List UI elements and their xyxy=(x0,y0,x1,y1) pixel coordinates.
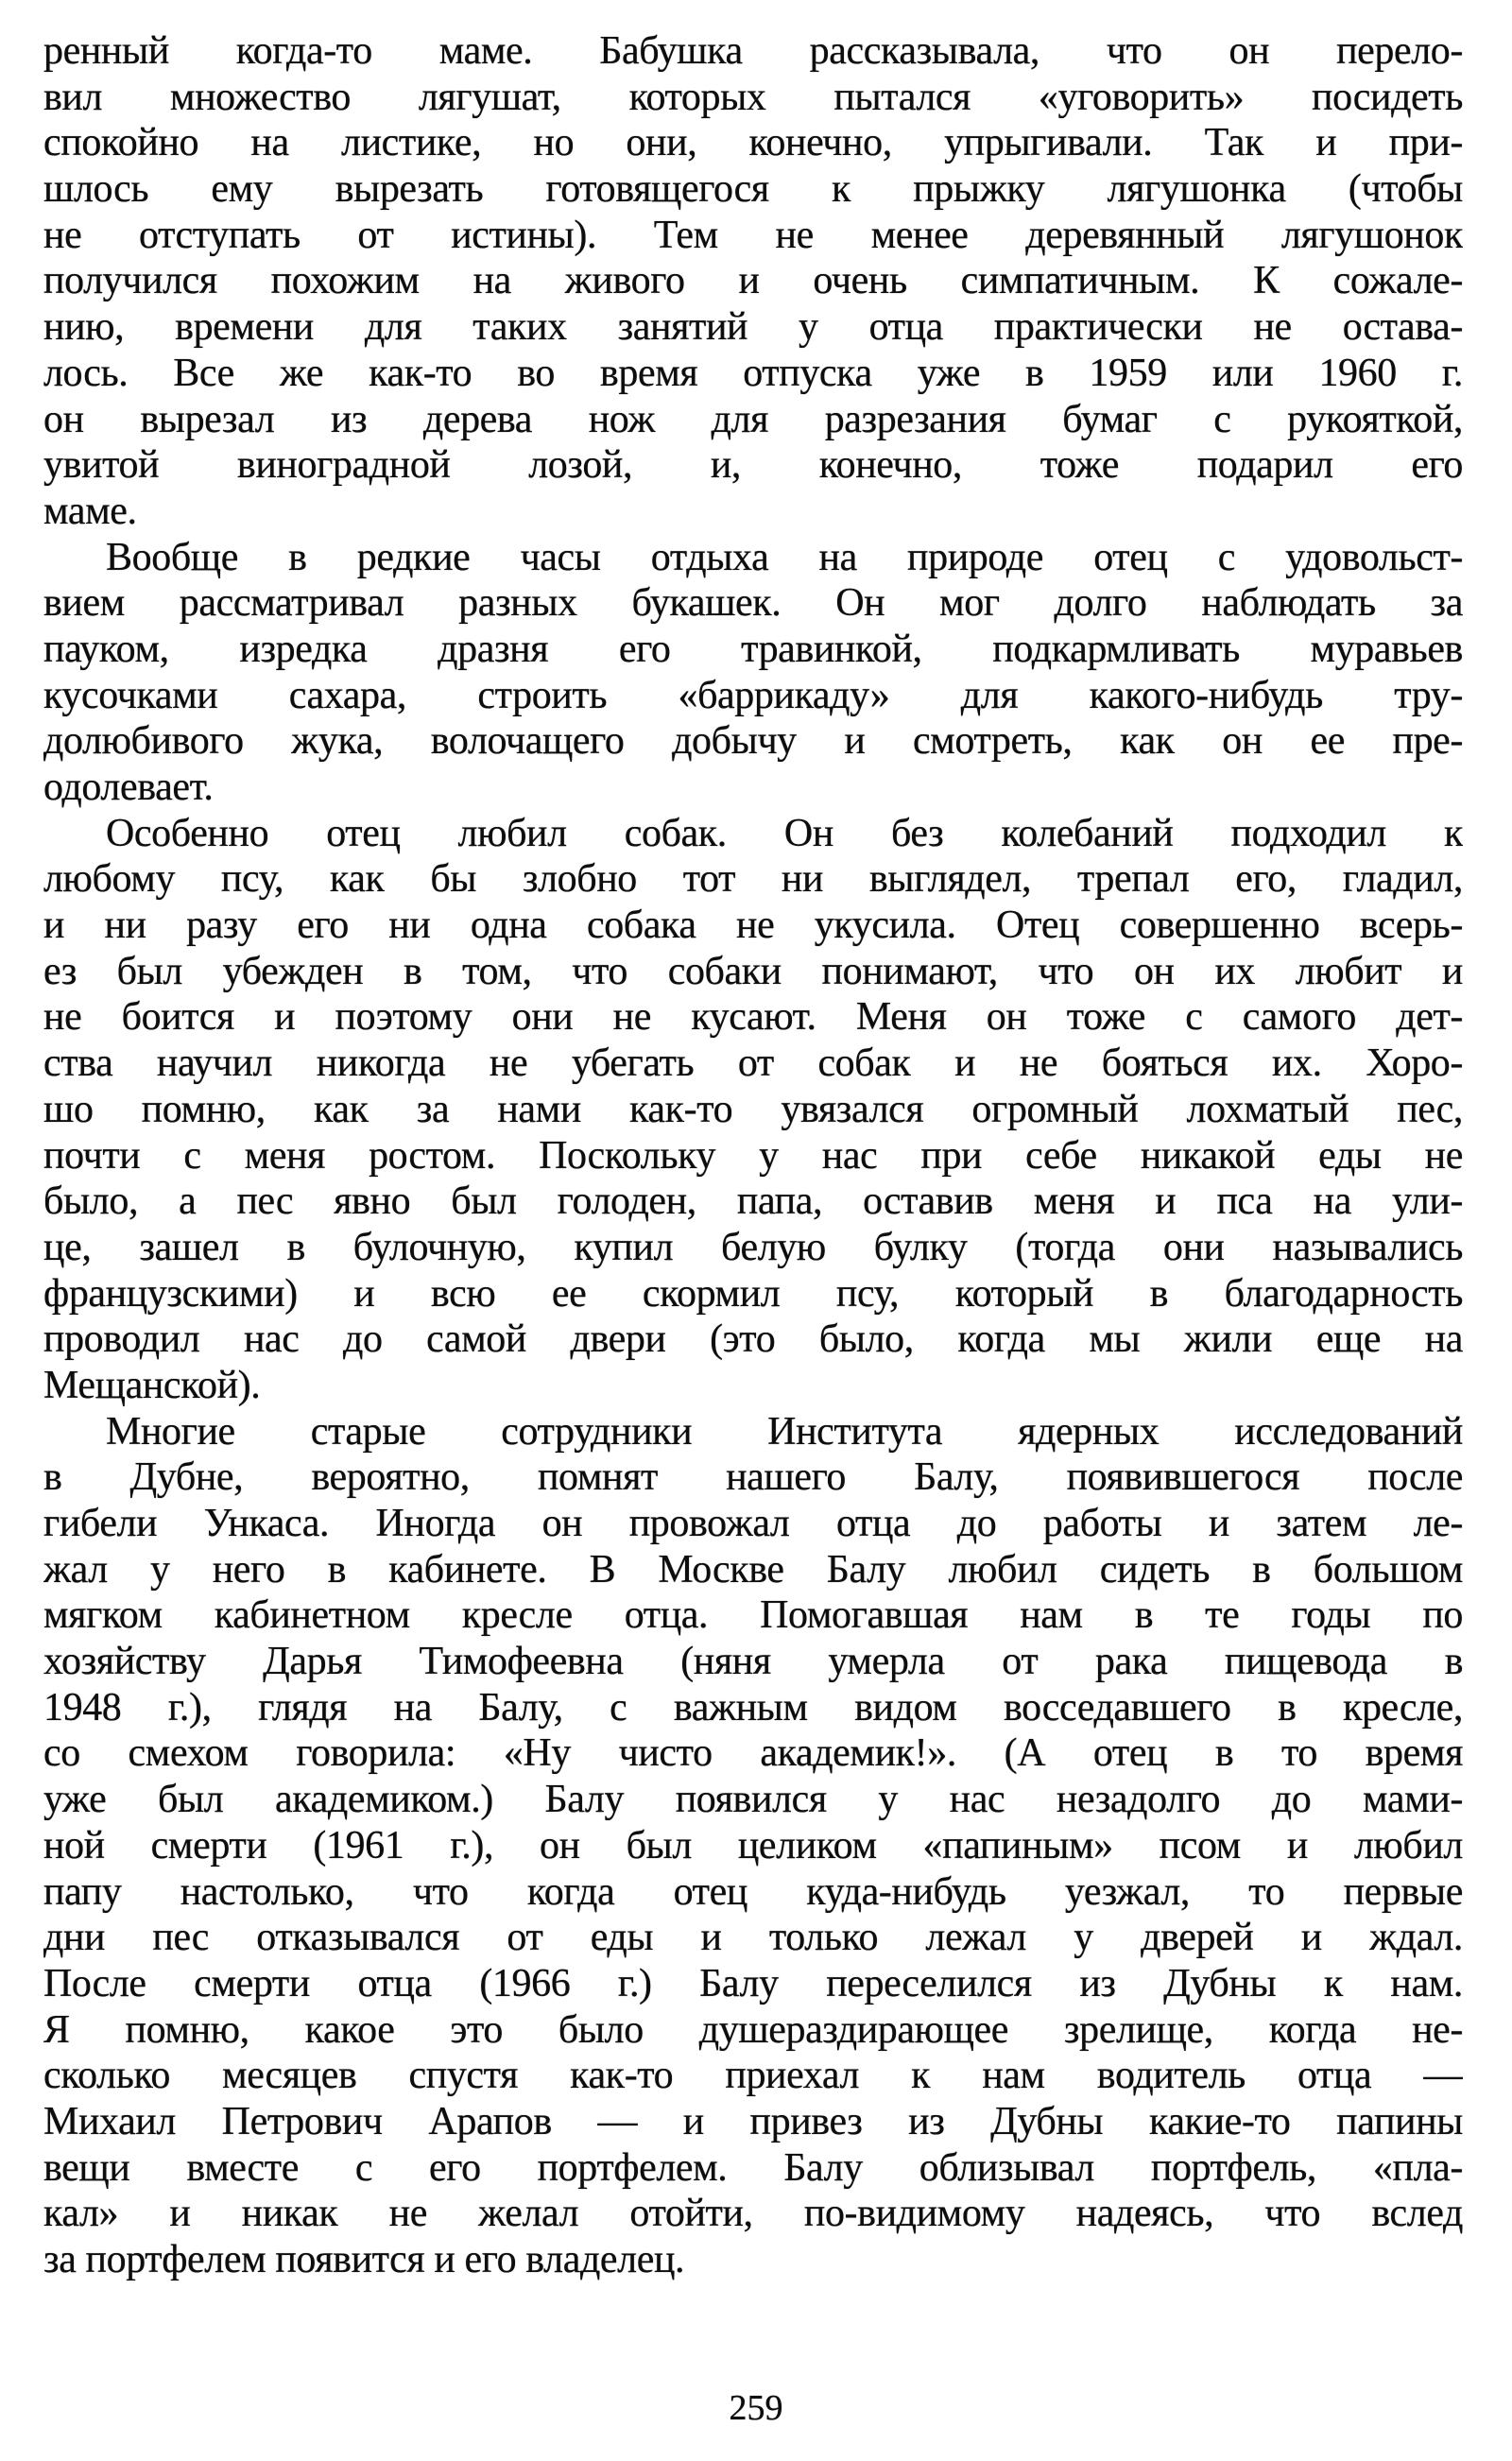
text-line: жал у него в кабинете. В Москве Балу любил сидеть в большом xyxy=(43,1547,1463,1592)
text-line: вил множество лягушат, которых пытался «уговорить» посидеть xyxy=(43,75,1463,119)
text-line: лось. Все же как-то во время отпуска уже в 1959 или 1960 г. xyxy=(43,351,1463,395)
text-line: за портфелем появится и его владелец. xyxy=(43,2238,685,2281)
text-line: одолевает. xyxy=(43,766,214,809)
text-line: Мещанской). xyxy=(43,1363,261,1407)
text-line: вием рассматривал разных букашек. Он мог долго наблюдать за xyxy=(43,581,1463,626)
text-line: спокойно на листике, но они, конечно, упрыгивали. Так и при- xyxy=(43,121,1463,165)
text-line: со смехом говорила: «Ну чисто академик!». (А отец в то время xyxy=(43,1731,1463,1776)
text-line: проводил нас до самой двери (это было, когда мы жили еще на xyxy=(43,1317,1463,1362)
text-line: кал» и никак не желал отойти, по-видимому надеясь, что вслед xyxy=(43,2192,1463,2236)
text-line: почти с меня ростом. Поскольку у нас при себе никакой еды не xyxy=(43,1133,1463,1178)
text-line: Михаил Петрович Арапов — и привез из Дубны какие-то папины xyxy=(43,2099,1463,2143)
text-line: получился похожим на живого и очень симпатичным. К сожале- xyxy=(43,259,1463,303)
text-line: ства научил никогда не убегать от собак и не бояться их. Хоро- xyxy=(43,1041,1463,1086)
text-line: уже был академиком.) Балу появился у нас незадолго до мами- xyxy=(43,1778,1463,1822)
text-line: французскими) и всю ее скормил псу, который в благодарность xyxy=(43,1271,1463,1316)
text-line: увитой виноградной лозой, и, конечно, тоже подарил его xyxy=(43,443,1463,488)
text-line: гибели Ункаса. Иногда он провожал отца до работы и затем ле- xyxy=(43,1502,1463,1545)
text-line: Особенно отец любил собак. Он без колебаний подходил к xyxy=(106,811,1463,855)
text-line: После смерти отца (1966 г.) Балу переселился из Дубны к нам. xyxy=(43,1961,1463,2005)
text-line: шо помню, как за нами как-то увязался огромный лохматый пес, xyxy=(43,1087,1463,1131)
text-line: любому псу, как бы злобно тот ни выглядел, трепал его, гладил, xyxy=(43,857,1463,902)
text-line: не отступать от истины). Тем не менее деревянный лягушонок xyxy=(43,213,1463,257)
text-line: в Дубне, вероятно, помнят нашего Балу, появившегося после xyxy=(43,1455,1463,1500)
text-line: ренный когда-то маме. Бабушка рассказывала, что он перело- xyxy=(43,29,1463,73)
text-line: Вообще в редкие часы отдыха на природе отец с удовольст- xyxy=(106,535,1463,579)
text-line: хозяйству Дарья Тимофеевна (няня умерла от рака пищевода в xyxy=(43,1640,1463,1684)
text-line: было, а пес явно был голоден, папа, оставив меня и пса на ули- xyxy=(43,1179,1463,1224)
text-line: кусочками сахара, строить «баррикаду» для какого-нибудь тру- xyxy=(43,673,1463,717)
text-line: 1948 г.), глядя на Балу, с важным видом восседавшего в кресле, xyxy=(43,1685,1463,1730)
text-line: и ни разу его ни одна собака не укусила. Отец совершенно всерь- xyxy=(43,904,1463,948)
text-line: нию, времени для таких занятий у отца практически не остава- xyxy=(43,305,1463,350)
text-line: не боится и поэтому они не кусают. Меня он тоже с самого дет- xyxy=(43,995,1463,1040)
text-line: ной смерти (1961 г.), он был целиком «папиным» псом и любил xyxy=(43,1823,1463,1867)
text-line: сколько месяцев спустя как-то приехал к нам водитель отца — xyxy=(43,2054,1463,2098)
page-text xyxy=(43,28,1463,2283)
text-line: шлось ему вырезать готовящегося к прыжку лягушонка (чтобы xyxy=(43,167,1463,212)
text-line: вещи вместе с его портфелем. Балу облизывал портфель, «пла- xyxy=(43,2145,1463,2190)
text-line: Я помню, какое это было душераздирающее зрелище, когда не- xyxy=(43,2007,1463,2052)
text-line: он вырезал из дерева нож для разрезания бумаг с рукояткой, xyxy=(43,397,1463,441)
text-line: це, зашел в булочную, купил белую булку (тогда они назывались xyxy=(43,1225,1463,1269)
text-line: папу настолько, что когда отец куда-нибудь уезжал, то первые xyxy=(43,1869,1463,1914)
text-line: ез был убежден в том, что собаки понимают, что он их любит и xyxy=(43,949,1463,993)
text-line: Многие старые сотрудники Института ядерных исследований xyxy=(106,1409,1463,1454)
text-line: пауком, изредка дразня его травинкой, подкармливать муравьев xyxy=(43,627,1463,671)
text-line: маме. xyxy=(43,489,137,533)
page-number: 259 xyxy=(729,2388,783,2428)
text-line: дни пес отказывался от еды и только лежал у дверей и ждал. xyxy=(43,1916,1463,1960)
text-line: мягком кабинетном кресле отца. Помогавшая нам в те годы по xyxy=(43,1593,1463,1638)
text-line: долюбивого жука, волочащего добычу и смотреть, как он ее пре- xyxy=(43,719,1463,764)
